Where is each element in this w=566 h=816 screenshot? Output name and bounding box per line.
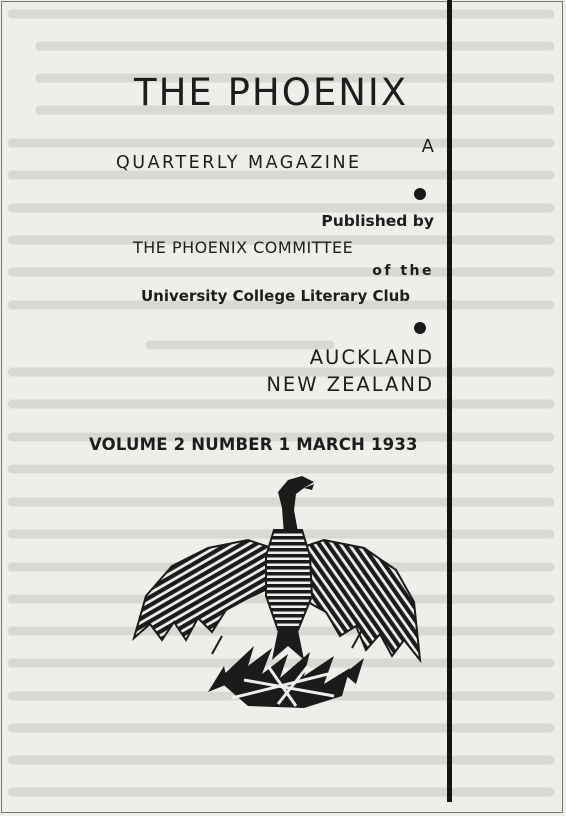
issue-line: VOLUME 2 NUMBER 1 MARCH 1933 <box>89 435 418 454</box>
article-a: A <box>421 136 434 157</box>
bullet-dot <box>414 188 426 200</box>
city: AUCKLAND <box>309 346 434 369</box>
vertical-rule <box>447 0 452 802</box>
publisher-name: THE PHOENIX COMMITTEE <box>133 238 354 257</box>
country: NEW ZEALAND <box>266 373 434 396</box>
bullet-dot <box>414 322 426 334</box>
magazine-subtitle: QUARTERLY MAGAZINE <box>116 153 362 173</box>
magazine-title: THE PHOENIX <box>134 71 409 114</box>
published-by-label: Published by <box>321 212 434 230</box>
phoenix-emblem-icon <box>128 470 424 720</box>
of-the-label: of the <box>372 263 434 279</box>
club-name: University College Literary Club <box>141 287 411 305</box>
